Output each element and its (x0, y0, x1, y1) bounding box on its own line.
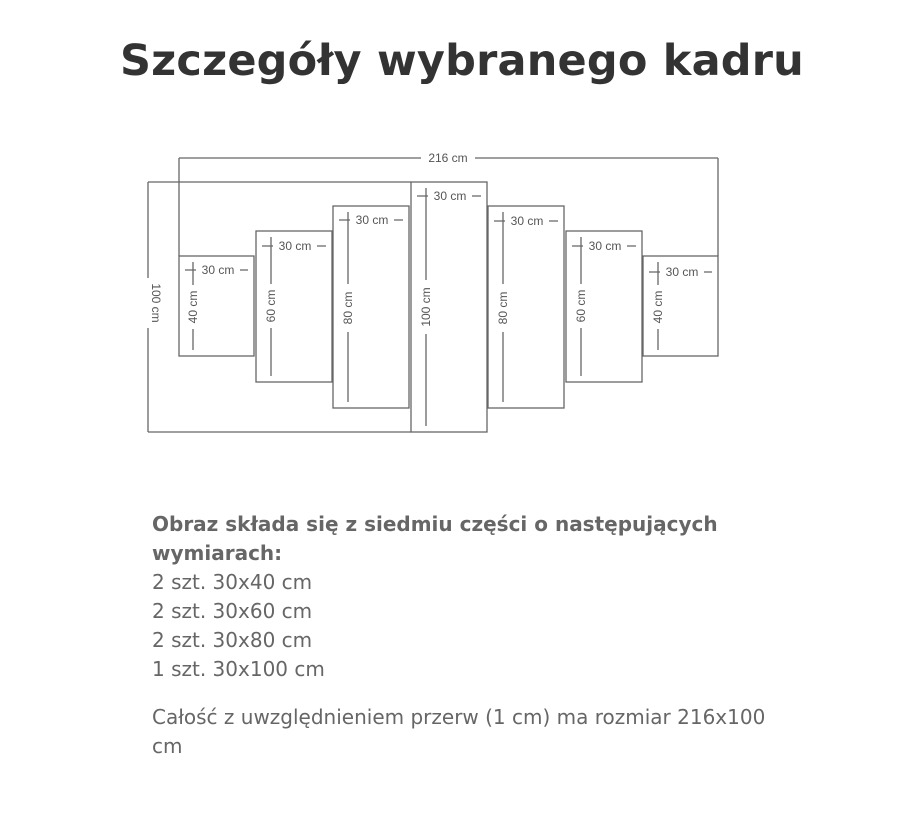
panel-5-height-label: 80 cm (496, 291, 510, 325)
panel-4-width-label: 30 cm (433, 189, 467, 203)
total-width-label: 216 cm (428, 151, 468, 165)
panel-3-width-label: 30 cm (355, 213, 389, 227)
panel-2-width-label: 30 cm (278, 239, 312, 253)
panel-4-height-label: 100 cm (419, 287, 433, 327)
description-block (152, 510, 792, 761)
panel-1-height-label: 40 cm (186, 290, 200, 324)
panel-1-width-label: 30 cm (201, 263, 235, 277)
total-height-label: 100 cm (149, 283, 163, 323)
summary-text: Całość z uwzględnieniem przerw (1 cm) ma rozmiar 216x100 cm (152, 705, 766, 758)
page-title: Szczegóły wybranego kadru (120, 36, 804, 86)
description-heading: Obraz składa się z siedmiu części o następujących wymiarach: (152, 512, 718, 565)
panel-7-width-label: 30 cm (665, 265, 699, 279)
dimension-item: 2 szt. 30x80 cm (152, 628, 313, 652)
panel-5-width-label: 30 cm (510, 214, 544, 228)
dimension-item: 2 szt. 30x40 cm (152, 570, 313, 594)
panel-3-height-label: 80 cm (341, 291, 355, 325)
panel-2-height-label: 60 cm (264, 289, 278, 323)
dimension-item: 1 szt. 30x100 cm (152, 657, 325, 681)
panel-7-height-label: 40 cm (651, 290, 665, 324)
panel-6-height-label: 60 cm (574, 289, 588, 323)
panel-6-width-label: 30 cm (588, 239, 622, 253)
dimension-item: 2 szt. 30x60 cm (152, 599, 313, 623)
spacer (152, 684, 792, 703)
